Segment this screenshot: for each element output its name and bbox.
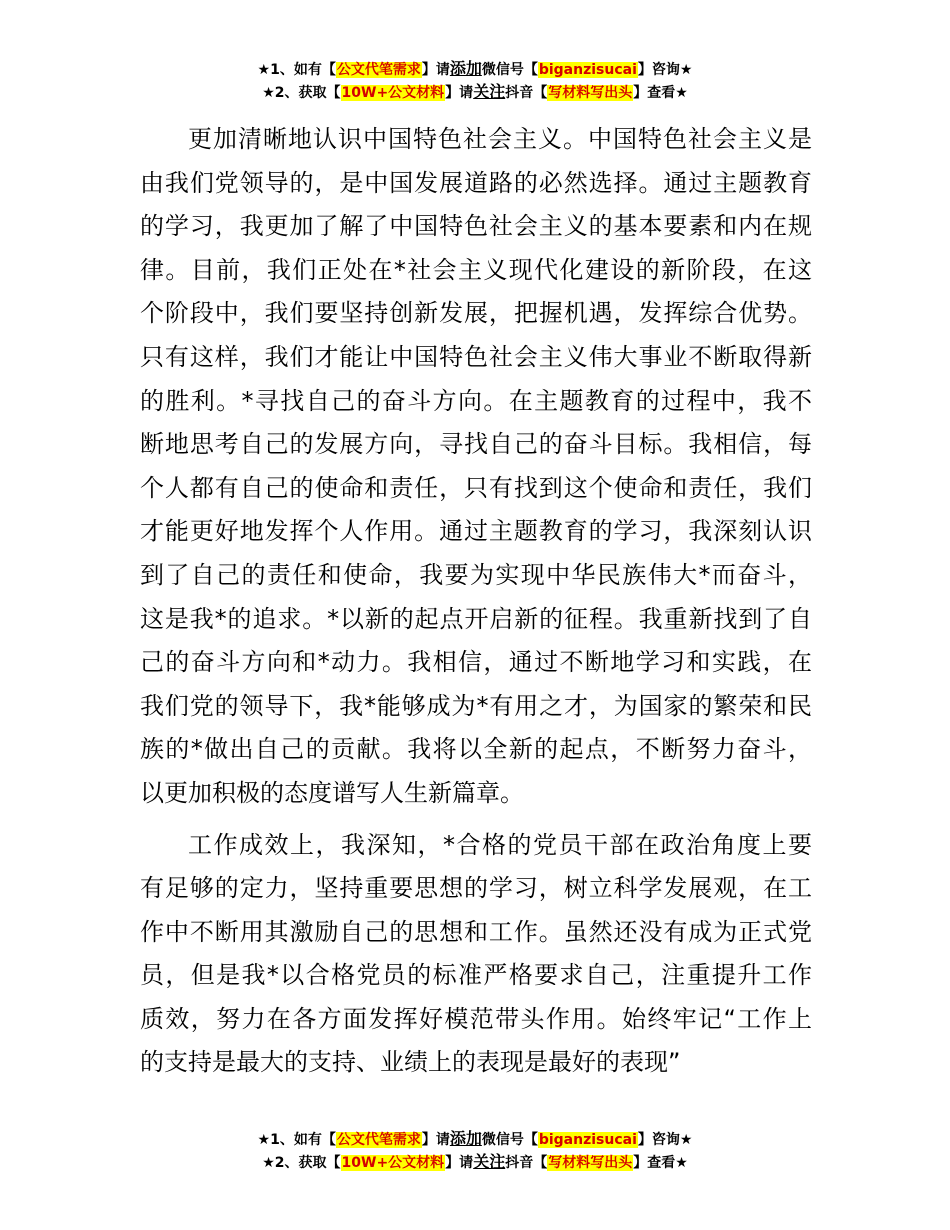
banner-text: 微信号【 bbox=[481, 1132, 538, 1148]
banner-text: 】查看★ bbox=[633, 85, 688, 101]
banner-text: ★2、获取【 bbox=[262, 85, 341, 101]
text-line: 我们党的领导下，我*能够成为*有用之才，为国家的繁荣和民 bbox=[140, 691, 812, 720]
banner-text: 】请 bbox=[445, 1155, 474, 1171]
banner-text: ★2、获取【 bbox=[262, 1155, 341, 1171]
banner-highlight-materials: 10W+公文材料 bbox=[341, 1155, 445, 1171]
text-line: 个阶段中，我们要坚持创新发展，把握机遇，发挥综合优势。 bbox=[140, 299, 812, 328]
text-line: 更加清晰地认识中国特色社会主义。中国特色社会主义是 bbox=[188, 125, 812, 153]
footer-banner bbox=[0, 1128, 950, 1174]
text-line: 工作成效上，我深知，*合格的党员干部在政治角度上要 bbox=[188, 830, 812, 859]
banner-text: 】请 bbox=[445, 85, 474, 101]
text-line: 的胜利。*寻找自己的奋斗方向。在主题教育的过程中，我不 bbox=[140, 386, 812, 415]
paragraph-2 bbox=[140, 824, 812, 1086]
text-line: 己的奋斗方向和*动力。我相信，通过不断地学习和实践，在 bbox=[140, 648, 812, 677]
banner-text: 】咨询★ bbox=[637, 1132, 693, 1148]
banner-line-1 bbox=[0, 58, 950, 81]
document-body bbox=[140, 118, 812, 1085]
banner-highlight-douyin: 写材料写出头 bbox=[548, 1155, 633, 1171]
banner-underlined-add: 添加 bbox=[449, 59, 482, 78]
banner-highlight-service: 公文代笔需求 bbox=[336, 1132, 421, 1148]
banner-underlined-add: 添加 bbox=[449, 1129, 482, 1148]
text-line: 只有这样，我们才能让中国特色社会主义伟大事业不断取得新 bbox=[140, 342, 812, 371]
text-line: 的支持是最大的支持、业绩上的表现是最好的表现” bbox=[140, 1048, 681, 1077]
banner-underlined-follow: 关注 bbox=[473, 82, 506, 101]
text-line: 的学习，我更加了解了中国特色社会主义的基本要素和内在规 bbox=[140, 212, 812, 241]
text-line: 有足够的定力，坚持重要思想的学习，树立科学发展观，在工 bbox=[140, 874, 812, 903]
text-line: 到了自己的责任和使命，我要为实现中华民族伟大*而奋斗， bbox=[140, 560, 812, 589]
text-line: 个人都有自己的使命和责任，只有找到这个使命和责任，我们 bbox=[140, 473, 812, 502]
banner-highlight-douyin: 写材料写出头 bbox=[548, 85, 633, 101]
banner-highlight-materials: 10W+公文材料 bbox=[341, 85, 445, 101]
banner-text: 】查看★ bbox=[633, 1155, 688, 1171]
paragraph-1 bbox=[140, 118, 812, 816]
banner-text: 微信号【 bbox=[481, 62, 538, 78]
banner-line-1 bbox=[0, 1128, 950, 1151]
banner-highlight-wechat-id: biganzisucai bbox=[538, 62, 637, 78]
text-line: 这是我*的追求。*以新的起点开启新的征程。我重新找到了自 bbox=[140, 604, 812, 633]
banner-underlined-follow: 关注 bbox=[473, 1152, 506, 1171]
text-line: 作中不断用其激励自己的思想和工作。虽然还没有成为正式党 bbox=[140, 917, 812, 946]
banner-line-2 bbox=[0, 81, 950, 104]
text-line: 由我们党领导的，是中国发展道路的必然选择。通过主题教育 bbox=[140, 168, 812, 197]
text-line: 律。目前，我们正处在*社会主义现代化建设的新阶段，在这 bbox=[140, 255, 812, 284]
text-line: 以更加积极的态度谱写人生新篇章。 bbox=[140, 778, 524, 807]
header-banner bbox=[0, 58, 950, 104]
banner-text: 抖音【 bbox=[505, 85, 548, 101]
banner-text: ★1、如有【 bbox=[257, 1132, 336, 1148]
text-line: 族的*做出自己的贡献。我将以全新的起点，不断努力奋斗， bbox=[140, 735, 812, 764]
banner-text: ★1、如有【 bbox=[257, 62, 336, 78]
banner-text: 】咨询★ bbox=[637, 62, 693, 78]
banner-text: 】请 bbox=[421, 1132, 450, 1148]
banner-text: 】请 bbox=[421, 62, 450, 78]
banner-highlight-service: 公文代笔需求 bbox=[336, 62, 421, 78]
text-line: 员，但是我*以合格党员的标准严格要求自己，注重提升工作 bbox=[140, 961, 812, 990]
text-line: 断地思考自己的发展方向，寻找自己的奋斗目标。我相信，每 bbox=[140, 430, 812, 459]
text-line: 才能更好地发挥个人作用。通过主题教育的学习，我深刻认识 bbox=[140, 517, 812, 546]
text-line: 质效，努力在各方面发挥好模范带头作用。始终牢记“工作上 bbox=[140, 1004, 812, 1033]
banner-highlight-wechat-id: biganzisucai bbox=[538, 1132, 637, 1148]
banner-line-2 bbox=[0, 1151, 950, 1174]
banner-text: 抖音【 bbox=[505, 1155, 548, 1171]
